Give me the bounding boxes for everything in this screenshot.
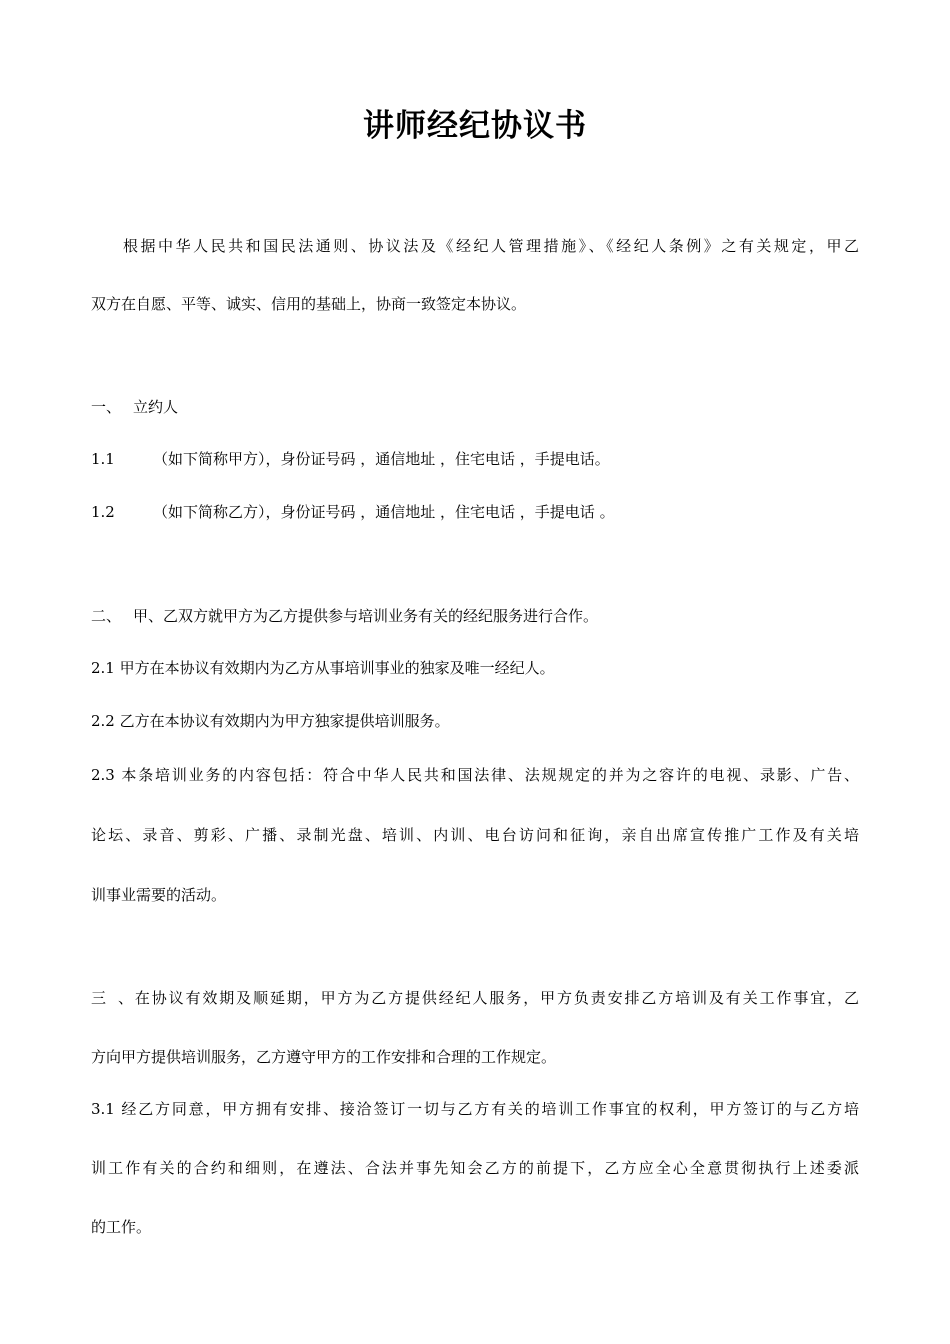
preamble-line-2: 双方在自愿、平等、诚实、信用的基础上，协商一致签定本协议。 — [91, 295, 527, 313]
clause-1-1 — [91, 448, 859, 470]
clause-2-3-line-2: 论坛、录音、剪彩、广播、录制光盘、培训、内训、电台访问和征询，亲自出席宣传推广工作及有关培 — [91, 826, 859, 844]
section-2-heading — [91, 605, 859, 627]
section-1-heading — [91, 396, 859, 418]
section-2-title: 甲、乙双方就甲方为乙方提供参与培训业务有关的经纪服务进行合作。 — [133, 607, 599, 625]
section-3-line-1 — [91, 987, 859, 1009]
clause-3-1-line-3: 的工作。 — [91, 1218, 152, 1236]
clause-1-2-number: 1.2 — [91, 503, 115, 521]
clause-1-1-number: 1.1 — [91, 450, 115, 468]
section-3-number: 三、 — [91, 989, 133, 1007]
preamble-line-1: 根据中华人民共和国民法通则、协议法及《经纪人管理措施》、《经纪人条例》之有关规定，甲乙 — [123, 237, 859, 255]
clause-2-2: 2.2 乙方在本协议有效期内为甲方独家提供培训服务。 — [91, 712, 450, 730]
clause-3-1-line-2: 训工作有关的合约和细则，在遵法、合法并事先知会乙方的前提下，乙方应全心全意贯彻执行上述委派 — [91, 1159, 859, 1177]
document-title: 讲师经纪协议书 — [363, 108, 587, 144]
section-1-title: 立约人 — [133, 398, 179, 416]
section-3-line-2: 方向甲方提供培训服务，乙方遵守甲方的工作安排和合理的工作规定。 — [91, 1048, 557, 1066]
clause-1-2-text: （如下简称乙方），身份证号码 ，通信地址 ，住宅电话 ，手提电话 。 — [153, 503, 615, 521]
clause-2-1: 2.1 甲方在本协议有效期内为乙方从事培训事业的独家及唯一经纪人。 — [91, 659, 555, 677]
clause-2-3-line-3: 训事业需要的活动。 — [91, 886, 227, 904]
section-3-text-1: 在协议有效期及顺延期，甲方为乙方提供经纪人服务，甲方负责安排乙方培训及有关工作事宜，乙 — [133, 989, 859, 1007]
clause-3-1-line-1: 3.1 经乙方同意，甲方拥有安排、接洽签订一切与乙方有关的培训工作事宜的权利，甲方签订的与乙方培 — [91, 1100, 859, 1118]
clause-2-3-line-1: 2.3 本条培训业务的内容包括：符合中华人民共和国法律、法规规定的并为之容许的电视、录影、广告、 — [91, 766, 859, 784]
clause-1-1-text: （如下简称甲方），身份证号码 ，通信地址 ，住宅电话 ，手提电话。 — [153, 450, 610, 468]
clause-1-2 — [91, 501, 859, 523]
section-1-number: 一、 — [91, 398, 122, 416]
section-2-number: 二、 — [91, 607, 122, 625]
